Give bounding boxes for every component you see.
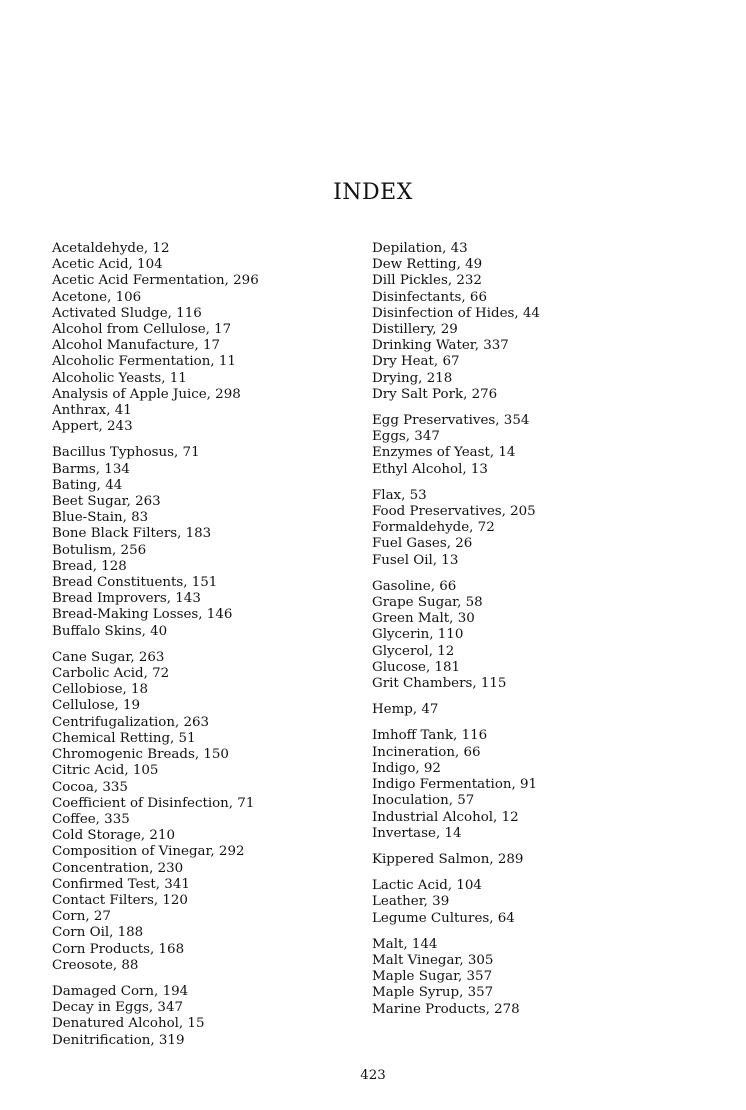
index-entry: Anthrax, 41	[52, 403, 132, 419]
index-entry: Concentration, 230	[52, 860, 184, 876]
index-entry: Bone Black Filters, 183	[52, 526, 212, 542]
index-entry: Acetic Acid Fermentation, 296	[52, 273, 259, 289]
index-entry: Hemp, 47	[372, 702, 439, 718]
index-entry: Dry Heat, 67	[372, 354, 460, 370]
index-letter-group	[372, 579, 702, 692]
index-entry: Cellobiose, 18	[52, 682, 149, 698]
index-entry: Kippered Salmon, 289	[372, 851, 524, 867]
index-entry: Flax, 53	[372, 487, 427, 503]
index-entry: Cane Sugar, 263	[52, 649, 165, 665]
index-entry: Alcohol Manufacture, 17	[52, 338, 221, 354]
index-entry: Damaged Corn, 194	[52, 983, 189, 999]
index-entry: Alcohol from Cellulose, 17	[52, 322, 232, 338]
index-letter-group	[372, 878, 702, 927]
index-entry: Drying, 218	[372, 370, 453, 386]
index-entry: Bread-Making Losses, 146	[52, 607, 233, 623]
index-entry: Eggs, 347	[372, 429, 440, 445]
index-entry: Malt, 144	[372, 936, 438, 952]
index-entry: Food Preservatives, 205	[372, 504, 536, 520]
index-entry: Bating, 44	[52, 477, 123, 493]
index-entry: Bread, 128	[52, 558, 127, 574]
index-entry: Chromogenic Breads, 150	[52, 747, 229, 763]
index-entry: Analysis of Apple Juice, 298	[52, 386, 241, 402]
index-entry: Marine Products, 278	[372, 1001, 520, 1017]
index-entry: Corn Products, 168	[52, 941, 185, 957]
index-entry: Acetic Acid, 104	[52, 257, 163, 273]
index-entry: Invertase, 14	[372, 825, 462, 841]
index-entry: Green Malt, 30	[372, 611, 475, 627]
index-entry: Disinfectants, 66	[372, 289, 487, 305]
index-entry: Disinfection of Hides, 44	[372, 305, 540, 321]
index-letter-group	[372, 702, 702, 718]
index-entry: Lactic Acid, 104	[372, 878, 482, 894]
index-column-right	[372, 241, 702, 1028]
index-entry: Glycerol, 12	[372, 643, 455, 659]
index-entry: Legume Cultures, 64	[372, 910, 515, 926]
index-entry: Beet Sugar, 263	[52, 494, 161, 510]
index-entry: Buffalo Skins, 40	[52, 623, 168, 639]
index-column-left	[52, 241, 382, 1059]
index-entry: Carbolic Acid, 72	[52, 666, 170, 682]
index-entry: Denitrification, 319	[52, 1032, 185, 1048]
index-entry: Grape Sugar, 58	[372, 595, 483, 611]
index-entry: Bacillus Typhosus, 71	[52, 445, 200, 461]
index-letter-group	[372, 728, 702, 841]
index-entry: Creosote, 88	[52, 957, 139, 973]
index-entry: Centrifugalization, 263	[52, 714, 210, 730]
index-entry: Formaldehyde, 72	[372, 520, 495, 536]
index-entry: Alcoholic Yeasts, 11	[52, 370, 187, 386]
index-letter-group	[372, 937, 702, 1018]
index-entry: Cocoa, 335	[52, 779, 128, 795]
index-entry: Malt Vinegar, 305	[372, 952, 494, 968]
index-letter-group	[372, 488, 702, 569]
index-letter-group	[52, 650, 382, 974]
index-entry: Drinking Water, 337	[372, 338, 509, 354]
index-entry: Composition of Vinegar, 292	[52, 844, 245, 860]
index-entry: Bread Improvers, 143	[52, 591, 201, 607]
index-entry: Imhoff Tank, 116	[372, 728, 488, 744]
index-entry: Fuel Gases, 26	[372, 536, 473, 552]
index-entry: Enzymes of Yeast, 14	[372, 445, 516, 461]
index-entry: Coffee, 335	[52, 811, 130, 827]
index-entry: Leather, 39	[372, 894, 450, 910]
index-entry: Inoculation, 57	[372, 793, 475, 809]
index-entry: Dry Salt Pork, 276	[372, 386, 498, 402]
index-entry: Corn Oil, 188	[52, 925, 144, 941]
index-entry: Acetone, 106	[52, 289, 142, 305]
index-letter-group	[372, 852, 702, 868]
index-entry: Cold Storage, 210	[52, 828, 175, 844]
index-entry: Indigo, 92	[372, 760, 441, 776]
index-entry: Indigo Fermentation, 91	[372, 777, 538, 793]
index-entry: Coefficient of Disinfection, 71	[52, 795, 255, 811]
index-entry: Decay in Eggs, 347	[52, 1000, 183, 1016]
index-letter-group	[52, 241, 382, 435]
index-letter-group	[372, 241, 702, 403]
index-entry: Maple Syrup, 357	[372, 985, 494, 1001]
index-entry: Acetaldehyde, 12	[52, 241, 170, 256]
index-entry: Botulism, 256	[52, 542, 147, 558]
index-entry: Gasoline, 66	[372, 578, 457, 594]
index-entry: Cellulose, 19	[52, 698, 141, 714]
index-entry: Distillery, 29	[372, 322, 458, 338]
index-entry: Contact Filters, 120	[52, 892, 188, 908]
index-entry: Dill Pickles, 232	[372, 273, 482, 289]
index-entry: Maple Sugar, 357	[372, 969, 493, 985]
index-entry: Citric Acid, 105	[52, 763, 159, 779]
index-entry: Barms, 134	[52, 461, 130, 477]
index-entry: Depilation, 43	[372, 241, 468, 256]
index-entry: Bread Constituents, 151	[52, 575, 218, 591]
page-title: INDEX	[333, 180, 413, 205]
index-entry: Glucose, 181	[372, 659, 461, 675]
index-entry: Appert, 243	[52, 419, 133, 435]
index-entry: Egg Preservatives, 354	[372, 413, 530, 429]
index-letter-group	[372, 413, 702, 478]
index-entry: Ethyl Alcohol, 13	[372, 461, 488, 477]
index-entry: Industrial Alcohol, 12	[372, 809, 519, 825]
index-letter-group	[52, 984, 382, 1049]
index-entry: Activated Sludge, 116	[52, 305, 202, 321]
index-entry: Alcoholic Fermentation, 11	[52, 354, 236, 370]
index-letter-group	[52, 445, 382, 639]
page-number: 423	[360, 1068, 386, 1083]
index-entry: Dew Retting, 49	[372, 257, 483, 273]
index-entry: Blue-Stain, 83	[52, 510, 149, 526]
index-entry: Glycerin, 110	[372, 627, 464, 643]
index-entry: Denatured Alcohol, 15	[52, 1016, 205, 1032]
index-entry: Incineration, 66	[372, 744, 481, 760]
index-entry: Chemical Retting, 51	[52, 730, 196, 746]
index-entry: Fusel Oil, 13	[372, 552, 459, 568]
index-entry: Grit Chambers, 115	[372, 676, 507, 692]
index-entry: Corn, 27	[52, 909, 111, 925]
index-entry: Confirmed Test, 341	[52, 876, 190, 892]
